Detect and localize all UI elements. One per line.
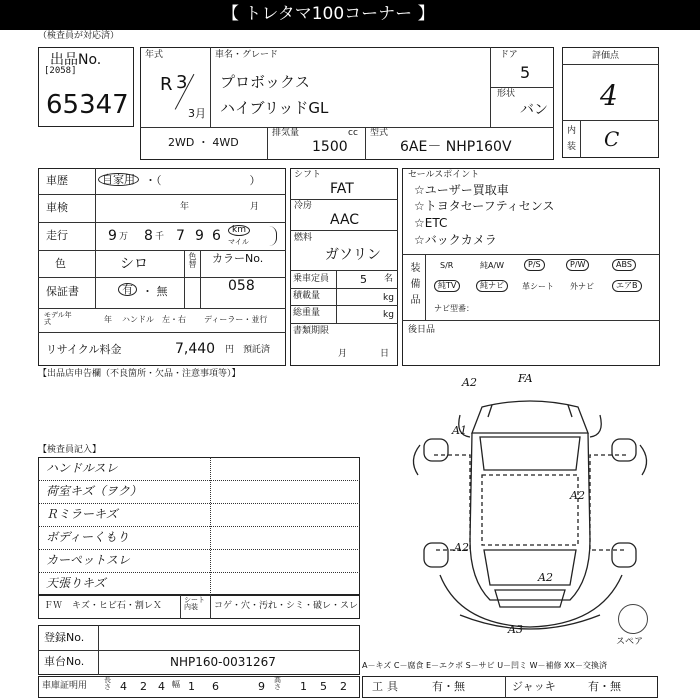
modelyear-handle: ハンドル 左・右 xyxy=(122,315,186,324)
diag-mark-a1: A1 xyxy=(452,424,467,437)
cert-wid-1: 1 xyxy=(188,680,195,693)
year-label: 年式 xyxy=(145,50,164,60)
cert-label: 車庫証明用 xyxy=(42,681,88,691)
year-era: R xyxy=(160,74,173,95)
spare-label: スペア xyxy=(616,637,644,647)
top-note: （検査員が対応済） xyxy=(38,31,120,41)
mileage-label: 走行 xyxy=(46,229,68,242)
cert-hei-1: 1 xyxy=(300,680,307,693)
mileage-d2: 8 xyxy=(144,228,153,244)
lot-tag: [2058] xyxy=(44,66,77,76)
capacity-unit: 名 xyxy=(384,274,394,284)
diag-mark-a2-right: A2 xyxy=(570,489,585,502)
equip-pw: P/W xyxy=(566,259,589,271)
cert-wid-3: 9 xyxy=(258,680,265,693)
equip-tv: 純TV xyxy=(434,280,460,292)
inspection-label: 車検 xyxy=(46,201,68,214)
jack-value: 有・無 xyxy=(588,680,621,693)
history-rest: ・（ ） xyxy=(145,174,261,187)
spec-table xyxy=(290,168,398,366)
shape-value: バン xyxy=(520,102,548,118)
spare-tire-icon xyxy=(618,604,648,634)
model-value: 6AE－ NHP160V xyxy=(400,139,512,155)
inspection-year: 年 xyxy=(180,202,190,212)
seller-note: 【出品店申告欄（不良箇所・欠品・注意事項等）】 xyxy=(38,369,241,379)
modelyear-year: 年 xyxy=(104,315,112,324)
modelyear-label: モデル年式 xyxy=(44,311,72,326)
equip-leather: 革シート xyxy=(522,282,554,291)
cert-hei-3: 2 xyxy=(340,680,347,693)
fw-text: キズ・ヒビ石・割レＸ xyxy=(72,601,162,611)
year-num: 3 xyxy=(176,72,188,93)
fuel-value: ガソリン xyxy=(325,247,381,263)
mileage-d5: 6 xyxy=(212,228,221,244)
recycle-value: 7,440 xyxy=(175,341,216,357)
inspector-note-1: ハンドルスレ xyxy=(46,461,118,475)
door-value: 5 xyxy=(520,63,531,82)
gross-unit: kg xyxy=(383,310,394,320)
displacement-label: 排気量 xyxy=(272,128,300,138)
diag-mark-fa: FA xyxy=(518,372,533,385)
car-label: 車名・グレード xyxy=(215,50,279,60)
history-label: 車歴 xyxy=(46,174,68,187)
int-label-2: 装 xyxy=(567,142,577,152)
color-change-label: 色替 xyxy=(188,252,197,268)
equip-ps: P/S xyxy=(524,259,545,271)
mileage-mile: マイル xyxy=(228,238,249,246)
shape-label: 形状 xyxy=(497,89,516,99)
color-code: 058 xyxy=(228,278,255,294)
history-value: 自家用 xyxy=(98,173,139,186)
sales-item-1: ☆ユーザー買取車 xyxy=(414,183,509,197)
docdate-label: 書類期限 xyxy=(293,326,330,336)
score-value: 4 xyxy=(600,79,618,112)
inspector-note-4: ボディーくもり xyxy=(46,530,130,544)
displacement-value: 1500 xyxy=(312,139,348,155)
chassis-label: 車台No. xyxy=(44,655,85,668)
seat-text: コゲ・穴・汚れ・シミ・破レ・スレ xyxy=(214,601,359,611)
capacity-label: 乗車定員 xyxy=(293,274,330,284)
inspector-note-2: 荷室キズ（ヲク） xyxy=(46,484,142,498)
inspector-note-6: 天張りキズ xyxy=(46,576,106,590)
load-label: 積載量 xyxy=(293,291,321,301)
car-name: プロボックス xyxy=(220,73,310,91)
warranty-no: ・ 無 xyxy=(142,285,168,298)
details-table xyxy=(38,168,286,366)
fuel-label: 燃料 xyxy=(294,233,313,243)
lot-number: 65347 xyxy=(46,90,129,120)
recycle-label: リサイクル料金 xyxy=(46,343,122,356)
cert-wid-2: 6 xyxy=(212,680,219,693)
equip-outnavi: 外ナビ xyxy=(570,282,594,291)
equip-airbag: エアB xyxy=(612,280,642,292)
mileage-d3: 7 xyxy=(176,228,185,244)
mileage-d1: 9 xyxy=(108,228,117,244)
mileage-u1: 万 xyxy=(119,232,129,242)
aircon-label: 冷房 xyxy=(294,201,313,211)
mileage-u2: 千 xyxy=(155,232,165,242)
inspector-label: 【検査員記入】 xyxy=(38,445,102,455)
cert-hei-2: 5 xyxy=(320,680,327,693)
cert-len-1: 4 xyxy=(120,680,127,693)
int-value: C xyxy=(604,127,620,151)
cert-len-2: 2 xyxy=(140,680,147,693)
door-label: ドア xyxy=(500,50,518,60)
equip-sr: S/R xyxy=(440,261,454,270)
cert-wid: 幅 xyxy=(172,680,180,689)
model-label: 型式 xyxy=(370,128,389,138)
equip-aw: 純A/W xyxy=(480,261,505,270)
diag-mark-a2-mid: A2 xyxy=(454,541,469,554)
recycle-unit: 円 預託済 xyxy=(225,345,271,355)
banner-text: 【 トレタマ100コーナー 】 xyxy=(222,4,435,24)
car-grade: ハイブリッドGL xyxy=(220,99,329,117)
equipment-label: 装備品 xyxy=(408,262,419,310)
mileage-d4: 9 xyxy=(195,228,204,244)
diag-mark-a3: A3 xyxy=(508,623,523,636)
cert-len-3: 4 xyxy=(158,680,165,693)
tools-label: 工具 xyxy=(372,680,402,693)
lot-label: 出品No. xyxy=(50,52,102,68)
gross-label: 総重量 xyxy=(293,308,321,318)
int-label-1: 内 xyxy=(567,126,577,136)
cert-hei: 高さ xyxy=(274,676,281,691)
tools-value: 有・無 xyxy=(432,680,465,693)
inspection-month: 月 xyxy=(250,202,260,212)
docdate-month: 月 xyxy=(338,349,348,359)
sales-item-4: ☆バックカメラ xyxy=(414,233,497,247)
diag-mark-a2-rear: A2 xyxy=(538,571,553,584)
equip-abs: ABS xyxy=(612,259,636,271)
displacement-unit: cc xyxy=(348,128,358,138)
equip-navi-model: ナビ型番： xyxy=(434,304,474,313)
color-code-label: カラーNo. xyxy=(212,252,264,265)
load-unit: kg xyxy=(383,293,394,303)
color-label: 色 xyxy=(55,257,66,270)
damage-legend: A－キズ C－腐食 E－エクボ S－サビ U－凹ミ W－補修 XX－交換済 xyxy=(362,661,608,670)
docdate-day: 日 xyxy=(380,349,390,359)
inspector-note-3: Ｒミラーキズ xyxy=(46,507,118,521)
diag-mark-a2-top: A2 xyxy=(462,376,477,389)
fw-label: ＦＷ xyxy=(44,601,63,611)
cert-len: 長さ xyxy=(104,676,111,691)
score-label: 評価点 xyxy=(592,51,620,61)
shift-value: FAT xyxy=(330,181,354,197)
seat-label: シート内装 xyxy=(184,596,205,611)
equip-navi: 純ナビ xyxy=(476,280,508,292)
reg-label: 登録No. xyxy=(44,631,85,644)
sales-item-3: ☆ETC xyxy=(414,216,448,230)
capacity-value: 5 xyxy=(360,273,367,286)
sales-label: セールスポイント xyxy=(408,170,480,180)
warranty-label: 保証書 xyxy=(46,285,79,298)
aircon-value: AAC xyxy=(330,212,360,228)
sales-item-2: ☆トヨタセーフティセンス xyxy=(414,199,555,213)
warranty-yes: 有 xyxy=(118,283,137,296)
after-label: 後日品 xyxy=(408,325,436,335)
jack-label: ジャッキ xyxy=(512,680,556,693)
mileage-km: km xyxy=(228,225,250,236)
modelyear-dealer: ディーラー・並行 xyxy=(204,315,268,324)
year-month: 3月 xyxy=(188,107,206,120)
color-value: シロ xyxy=(120,256,148,272)
shift-label: シフト xyxy=(294,170,322,180)
drive-text: 2WD ・ 4WD xyxy=(168,136,239,149)
inspector-note-5: カーペットスレ xyxy=(46,553,130,567)
chassis-value: NHP160-0031267 xyxy=(170,655,276,669)
